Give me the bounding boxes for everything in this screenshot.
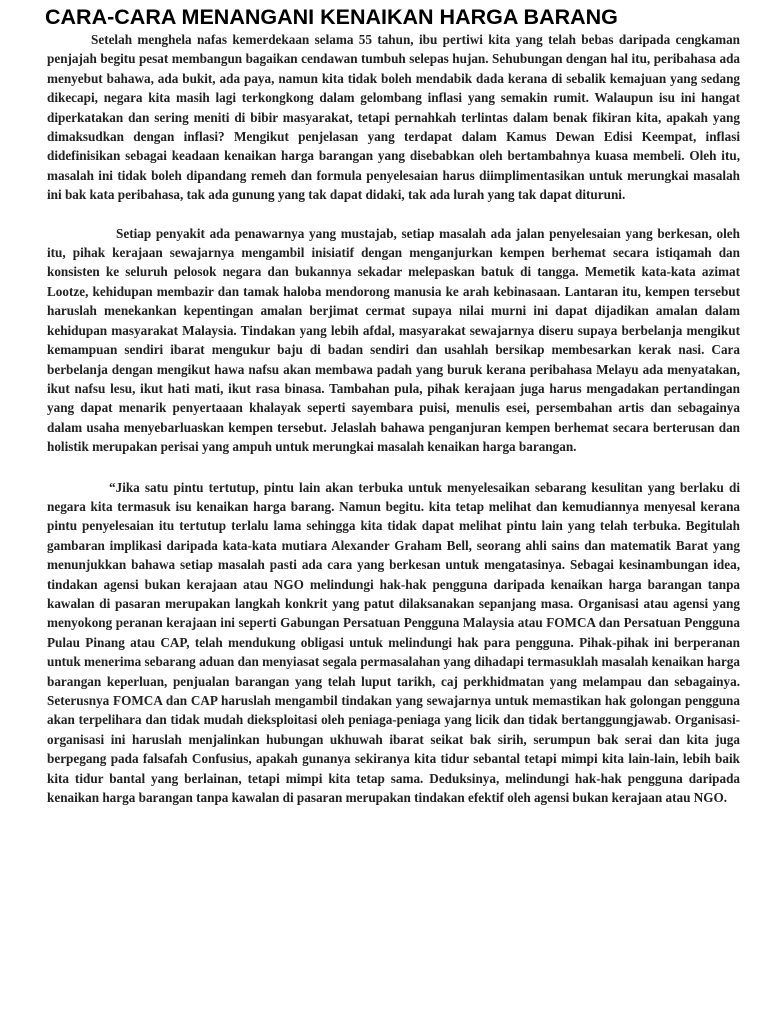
document-title: CARA-CARA MENANGANI KENAIKAN HARGA BARANG bbox=[45, 5, 618, 29]
paragraph-1: Setelah menghela nafas kemerdekaan selama 55 tahun, ibu pertiwi kita yang telah bebas daripada cengkaman penjajah begitu pesat membangun bagaikan cendawan tumbuh selepas hujan. Sehubungan dengan hal itu, peribahasa ada menyebut bahawa, ada bukit, ada paya, namun kita tidak boleh mendabik dada kerana di sebalik kemajuan yang sedang dikecapi, negara kita masih lagi terkongkong dalam gelombang inflasi yang semakin rumit. Walaupun isu ini hangat diperkatakan dan sering meniti di bibir masyarakat, tetapi pernahkah terlintas dalam benak fikiran kita, apakah yang dimaksudkan dengan inflasi? Mengikut penjelasan yang terdapat dalam Kamus Dewan Edisi Keempat, inflasi didefinisikan sebagai keadaan kenaikan harga barangan yang disebabkan oleh bertambahnya kuasa membeli. Oleh itu, masalah ini tidak boleh dipandang remeh dan formula penyelesaian harus diimplimentasikan untuk merungkai masalah ini bak kata peribahasa, tak ada gunung yang tak dapat didaki, tak ada lurah yang tak dapat dituruni. bbox=[47, 32, 740, 203]
paragraph-2: Setiap penyakit ada penawarnya yang mustajab, setiap masalah ada jalan penyelesaian yang berkesan, oleh itu, pihak kerajaan sewajarnya mengambil inisiatif dengan menganjurkan kempen berhemat secara istiqamah dan konsisten ke seluruh pelosok negara dan bukannya sekadar melepaskan batuk di tangga. Memetik kata-kata azimat Lootze, kehidupan membazir dan tamak haloba mendorong manusia ke arah kebinasaan. Lantaran itu, kempen tersebut haruslah menekankan kepentingan amalan berjimat cermat supaya nilai murni ini dapat dijadikan amalan dalam kehidupan masyarakat Malaysia. Tindakan yang lebih afdal, masyarakat sewajarnya diseru supaya berbelanja mengikut kemampuan sendiri ibarat mengukur baju di badan sendiri dan usahlah bersikap membesarkan kerak nasi. Cara berbelanja dengan mengikut hawa nafsu akan membawa padah yang buruk kerana peribahasa Melayu ada menyatakan, ikut nafsu lesu, ikut hati mati, ikut rasa binasa. Tambahan pula, pihak kerajaan juga harus mengadakan pertandingan yang dapat menarik penyertaaan khalayak seperti sayembara puisi, menulis esei, persembahan artis dan sebagainya dalam usaha menyebarluaskan kempen tersebut. Jelaslah bahawa penganjuran kempen berhemat secara berterusan dan holistik merupakan perisai yang ampuh untuk merungkai masalah kenaikan harga barangan. bbox=[47, 225, 740, 455]
paragraph-3: “Jika satu pintu tertutup, pintu lain akan terbuka untuk menyelesaikan sebarang kesulitan yang berlaku di negara kita termasuk isu kenaikan harga barang. Namun begitu. kita tetap melihat dan kemudiannya menyesal kerana pintu penyelesaian itu tertutup terlalu lama sehingga kita tidak dapat melihat pintu lain yang telah terbuka. Begitulah gambaran implikasi daripada kata-kata mutiara Alexander Graham Bell, seorang ahli sains dan matematik Barat yang menunjukkan bahawa setiap masalah pasti ada cara yang berkesan untuk mengatasinya. Sebagai kesinambungan idea, tindakan agensi bukan kerajaan atau NGO melindungi hak-hak pengguna daripada kenaikan harga barangan tanpa kawalan di pasaran merupakan langkah konkrit yang patut dilaksanakan sepanjang masa. Organisasi atau agensi yang menyokong peranan kerajaan ini seperti Gabungan Persatuan Pengguna Malaysia atau FOMCA dan Persatuan Pengguna Pulau Pinang atau CAP, telah mendukung obligasi untuk melindungi hak para pengguna. Pihak-pihak ini berperanan untuk menerima sebarang aduan dan menyiasat segala permasalahan yang dihadapi termasuklah masalah kenaikan harga barangan keperluan, penjualan barangan yang telah luput tarikh, caj perkhidmatan yang melampau dan sebagainya. Seterusnya FOMCA dan CAP haruslah mengambil tindakan yang sewajarnya untuk memastikan hak golongan pengguna akan terpelihara dan tidak mudah dieksploitasi oleh peniaga-peniaga yang licik dan tidak bertanggungjawab. Organisasi-organisasi ini haruslah menjalinkan hubungan ukhuwah ibarat seikat bak sirih, serumpun bak serai dan kita juga berpegang pada falsafah Confusius, apakah gunanya sekiranya kita tidur sebantal tetapi mimpi kita lain-lain, lebih baik kita tidur bantal yang berlainan, tetapi mimpi kita tetap sama. Deduksinya, melindungi hak-hak pengguna daripada kenaikan harga barangan tanpa kawalan di pasaran merupakan tindakan efektif oleh agensi bukan kerajaan atau NGO. bbox=[47, 479, 740, 806]
